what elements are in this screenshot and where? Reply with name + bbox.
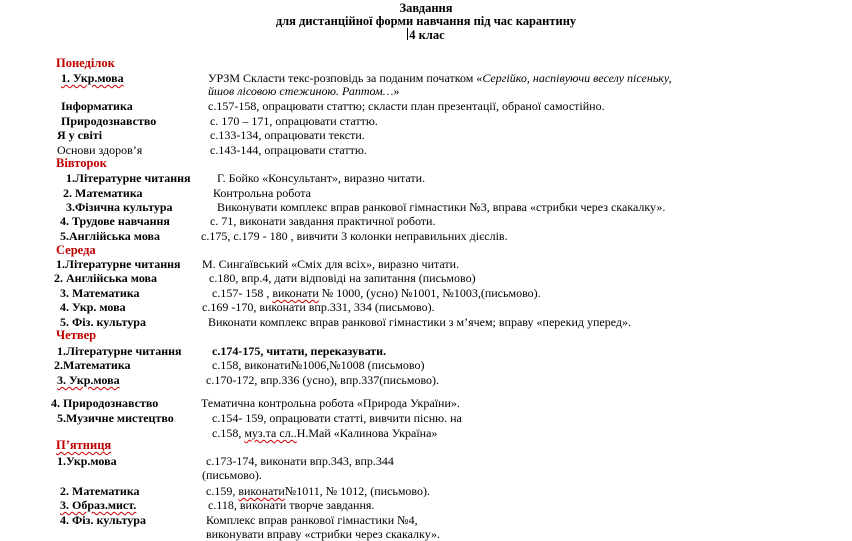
subject-monday-3: Природознавство	[61, 114, 157, 128]
task-friday-2: с.159, виконати№1011, № 1012, (письмово).	[206, 484, 431, 498]
task-thursday-2: с.158, виконати№1006,№1008 (письмово)	[212, 358, 425, 372]
subject-thursday-4: 4. Природознавство	[51, 396, 159, 410]
task-friday-3: с.118, виконати творче завдання.	[208, 498, 375, 512]
task-monday-1-cont: йшов лісовою стежиною. Раптом…»	[208, 84, 400, 98]
subject-thursday-2: 2.Математика	[54, 358, 131, 372]
task-wednesday-3: с.157- 158 , виконати № 1000, (усно) №1001, №1003,(письмово).	[212, 286, 541, 300]
subject-friday-2: 2. Математика	[60, 484, 140, 498]
day-friday: П’ятниця	[56, 438, 112, 452]
subject-monday-4: Я у світі	[57, 128, 103, 142]
subject-monday-5: Основи здоров’я	[57, 143, 143, 157]
task-tuesday-1: Г. Бойко «Консультант», виразно читати.	[217, 171, 426, 185]
task-thursday-5: с.154- 159, опрацювати статті, вивчити пісню. на	[212, 411, 462, 425]
doc-subtitle: для дистанційної форми навчання під час карантину	[275, 14, 577, 28]
subject-tuesday-1: 1.Літературне читання	[66, 171, 191, 185]
task-monday-1: УРЗМ Скласти текс-розповідь за поданим початком «Сергійко, наспівуючи веселу пісеньку,	[208, 71, 672, 85]
doc-grade: 4 клас	[409, 28, 445, 42]
subject-wednesday-2: 2. Англійська мова	[54, 271, 158, 285]
subject-friday-1: 1.Укр.мова	[57, 454, 117, 468]
task-tuesday-5: с.175, с.179 - 180 , вивчити 3 колонки неправильних дієслів.	[201, 229, 508, 243]
task-tuesday-3: Виконувати комплекс вправ ранкової гімнастики №3, вправа «стрибки через скакалку».	[217, 200, 666, 214]
subject-wednesday-4: 4. Укр. мова	[60, 300, 126, 314]
subject-tuesday-5: 5.Англійська мова	[60, 229, 161, 243]
subject-wednesday-3: 3. Математика	[60, 286, 140, 300]
subject-wednesday-1: 1.Літературне читання	[56, 257, 181, 271]
day-wednesday: Середа	[56, 243, 96, 257]
task-monday-3: с. 170 – 171, опрацювати статтю.	[210, 114, 378, 128]
subject-monday-2: Інформатика	[61, 99, 133, 113]
day-thursday: Четвер	[56, 328, 97, 342]
day-monday: Понеділок	[56, 56, 115, 70]
task-friday-1: с.173-174, виконати впр.343, впр.344	[206, 454, 394, 468]
subject-monday-1: 1. Укр.мова	[61, 71, 124, 85]
task-tuesday-2: Контрольна робота	[213, 186, 311, 200]
task-monday-5: с.143-144, опрацювати статтю.	[210, 143, 367, 157]
task-monday-4: с.133-134, опрацювати тексти.	[210, 128, 365, 142]
subject-tuesday-2: 2. Математика	[63, 186, 143, 200]
task-friday-4-cont: виконувати вправу «стрибки через скакалку».	[206, 527, 440, 541]
task-friday-4: Комплекс вправ ранкової гімнастики №4,	[206, 513, 418, 527]
subject-thursday-3: 3. Укр.мова	[57, 373, 120, 387]
task-thursday-3: с.170-172, впр.336 (усно), впр.337(письмово).	[206, 373, 440, 387]
subject-thursday-1: 1.Літературне читання	[57, 344, 182, 358]
subject-friday-4: 4. Фіз. культура	[60, 513, 146, 527]
task-wednesday-5: Виконати комплекс вправ ранкової гімнастики з м’ячем; вправу «перекид уперед».	[208, 315, 631, 329]
task-wednesday-2: с.180, впр.4, дати відповіді на запитання (письмово)	[209, 271, 476, 285]
task-friday-1-cont: (письмово).	[202, 468, 262, 482]
doc-title: Завдання	[399, 1, 453, 15]
task-thursday-4: Тематична контрольна робота «Природа України».	[201, 396, 460, 410]
task-tuesday-4: с. 71, виконати завдання практичної роботи.	[210, 214, 436, 228]
task-wednesday-4: с.169 -170, виконати впр.331, 334 (письмово).	[202, 300, 435, 314]
task-monday-2: с.157-158, опрацювати статтю; скласти план презентації, обраної самостійно.	[208, 99, 605, 113]
task-thursday-5-cont: с.158, муз.та сл..Н.Май «Калинова Україна»	[212, 426, 438, 440]
subject-friday-3: 3. Образ.мист.	[60, 498, 137, 512]
subject-thursday-5: 5.Музичне мистецтво	[57, 411, 174, 425]
task-wednesday-1: М. Сингаївський «Сміх для всіх», виразно читати.	[202, 257, 460, 271]
task-thursday-1: с.174-175, читати, переказувати.	[212, 344, 387, 358]
day-tuesday: Вівторок	[56, 156, 107, 170]
subject-tuesday-4: 4. Трудове навчання	[60, 214, 170, 228]
subject-wednesday-5: 5. Фіз. культура	[60, 315, 146, 329]
subject-tuesday-3: 3.Фізична культура	[66, 200, 173, 214]
